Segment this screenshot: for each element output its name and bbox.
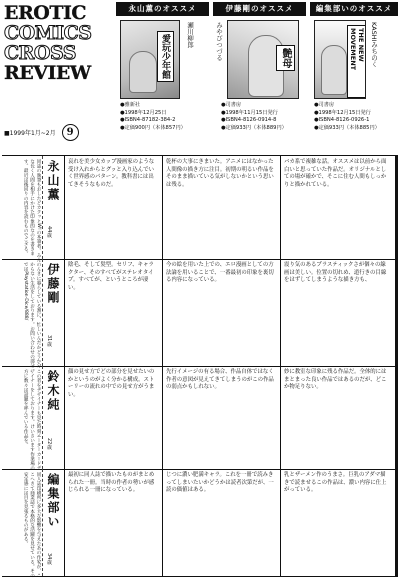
column-banner: 伊藤剛のオススメ <box>213 2 306 16</box>
meta-date: ●1998年12月25日 <box>120 109 167 116</box>
reviewer-profile: のんきに暮らしている割に、忙しいんだかどうか分からない生活をしております。お問い合わせの部分ではPlaystation-Dice/888/ <box>23 262 41 368</box>
book-meta <box>120 102 186 132</box>
reviewer-profile: 同誌の執筆もおしたどカクッとW!の本筆者。みんな長く人間を相手にかけた印象的なのを書きます。最近は後回りの内容を読むものでござる。 <box>23 159 41 262</box>
meta-price: ●定価900円（本体857円） <box>120 124 186 131</box>
row-side-bar <box>395 259 398 366</box>
issue-number-badge: 9 <box>62 124 79 141</box>
review-text: 最初に同人誌で描いたものがまとめられた一冊。当時の作者の勢いが感じられる一冊になっている。 <box>68 472 155 494</box>
reviewer-name: 永山薫 <box>46 160 60 202</box>
book-cover-image <box>314 20 366 99</box>
book-cover-image <box>120 20 180 99</box>
recommend-column-1 <box>116 0 209 153</box>
row-side-bar <box>395 156 398 259</box>
meta-isbn: ●ISBN4-87182-384-2 <box>120 117 176 123</box>
title-line-2: COMICS <box>4 22 92 44</box>
reviewer-age: 44歳 <box>46 226 52 238</box>
reviewer-name-cell <box>42 469 61 576</box>
reviewer-name: 伊藤剛 <box>46 263 60 305</box>
issue-info <box>4 123 114 141</box>
row-side-bar <box>395 469 398 576</box>
book-meta <box>221 102 287 132</box>
review-text: 震り気のあるプラスティックさが個々の線画は美しい。位置の切れめ、道行きの目線をはずしてしまうような描き方も、 <box>284 262 387 284</box>
review-text: じつに濃い肥満キャラ。これを一冊で読みきってしまいたいかどうかは読者次第だが、一読の価値はある。 <box>166 472 274 494</box>
reviewer-row <box>2 156 398 260</box>
issue-label: ■1999年1月~2月 <box>4 129 56 137</box>
meta-price: ●定価933円（本体885円） <box>314 124 380 131</box>
review-text: 先行イメージの有る場合、作品自体ではなく作者の意図が見えてきてしまうのがこの作品の弱点かもしれない。 <box>166 369 274 391</box>
book-meta <box>314 102 380 132</box>
review-text: 陰毛、そして髪型。セリフ、キャラクター、そのすべてがステレオタイプ。すべてが、というところが凄い。 <box>68 262 154 291</box>
reviewer-name-cell <box>42 366 61 469</box>
reviewer-age: 34歳 <box>46 553 52 565</box>
meta-isbn: ●ISBN4-8126-0926-1 <box>314 117 370 123</box>
review-grid <box>2 155 398 578</box>
author-name: 瀬川柳郎 <box>186 22 194 48</box>
review-text: 妙に教室な印象に残る作品だ。全体的にはまとまった良い作品ではあるのだが、どこか物足りない。 <box>284 369 387 391</box>
meta-date: ●1998年11月15日発行 <box>221 109 278 116</box>
review-text: 乳とザーメン作のうまさ。巨乳のアダマ描きで読ませるこの作品は、濃い内容に仕上がっている。 <box>284 472 387 494</box>
title-line-3: CROSS <box>4 42 76 64</box>
review-text: 顔の見せ方でどの部分を見せたいのかというのがよく分かる構成。ストーリーの流れの中での見せ方がうまい。 <box>68 369 155 398</box>
column-banner: 永山薫のオススメ <box>116 2 209 16</box>
cover-title: 艶母 <box>276 45 295 71</box>
cover-title: THE NEW MOVEMENT <box>347 25 366 98</box>
recommend-column-3 <box>310 0 398 153</box>
reviewer-name-cell <box>42 259 61 366</box>
reviewer-age: 31歳 <box>46 335 52 347</box>
review-text: バカ系で複雑な話。オススメは以前から面白いと思っていた作品だ。オリジナルとしての場が確かで、そこに住む人間もしっかりと描かれている。 <box>284 159 387 188</box>
reviewer-row <box>2 469 398 577</box>
reviewer-name: 鈴木純 <box>46 370 60 412</box>
recommend-column-2 <box>213 0 306 153</box>
title-line-4: REVIEW <box>4 62 91 84</box>
reviewer-profile: この者をデザイナーも見た時刻エーターカードデザイナーをしております。けいさいます作業場の方に数々は話題を呼んでいる作品を。 <box>23 369 41 471</box>
reviewer-row <box>2 366 398 470</box>
reviewer-name-cell <box>42 156 61 259</box>
reviewer-row <box>2 259 398 367</box>
reviewer-name: 編集部い <box>46 473 60 529</box>
review-text: 哀れを美少女カップ漫画家のような受け入れからとグッと入り込んでいく世界感のパターン。教科書には出てきそうなものだ。 <box>68 159 155 188</box>
meta-publisher: ●司書房 <box>221 102 242 108</box>
meta-publisher: ●雅新社 <box>120 102 141 108</box>
meta-price: ●定価933円（本体889円） <box>221 124 287 131</box>
meta-publisher: ●司書房 <box>314 102 335 108</box>
reviewer-age: 22歳 <box>46 438 52 450</box>
review-text: 乾杯の大事にきまいた。アニメにはなかった人間像の描き方に注目。初期の明るい作品をそのまま描いている気がしないかという思いは残る。 <box>166 159 274 188</box>
row-side-bar <box>395 366 398 469</box>
author-name: KASHIみちのく <box>370 22 378 68</box>
column-banner: 編集部いのオススメ <box>310 2 398 16</box>
meta-isbn: ●ISBN4-8126-0914-8 <box>221 117 277 123</box>
meta-date: ●1998年12月15日発行 <box>314 109 371 116</box>
title-line-1: EROTIC <box>4 2 86 24</box>
author-name: みやびつづる <box>215 22 223 61</box>
reviewer-profile: 同人誌印刷所に多大な影響を与えたあの作家が、ここへきて商業誌で本格的な活躍を見せている。その安定感には目を見張るものがある。 <box>23 472 41 578</box>
cover-title: 愛玩少年館 <box>157 31 174 82</box>
book-cover-image <box>227 20 299 99</box>
review-text: 今の絵を用いた上での、エロ漫画としての方法論を用いることで、一番最初の印象を裏切る内容になっている。 <box>166 262 274 284</box>
